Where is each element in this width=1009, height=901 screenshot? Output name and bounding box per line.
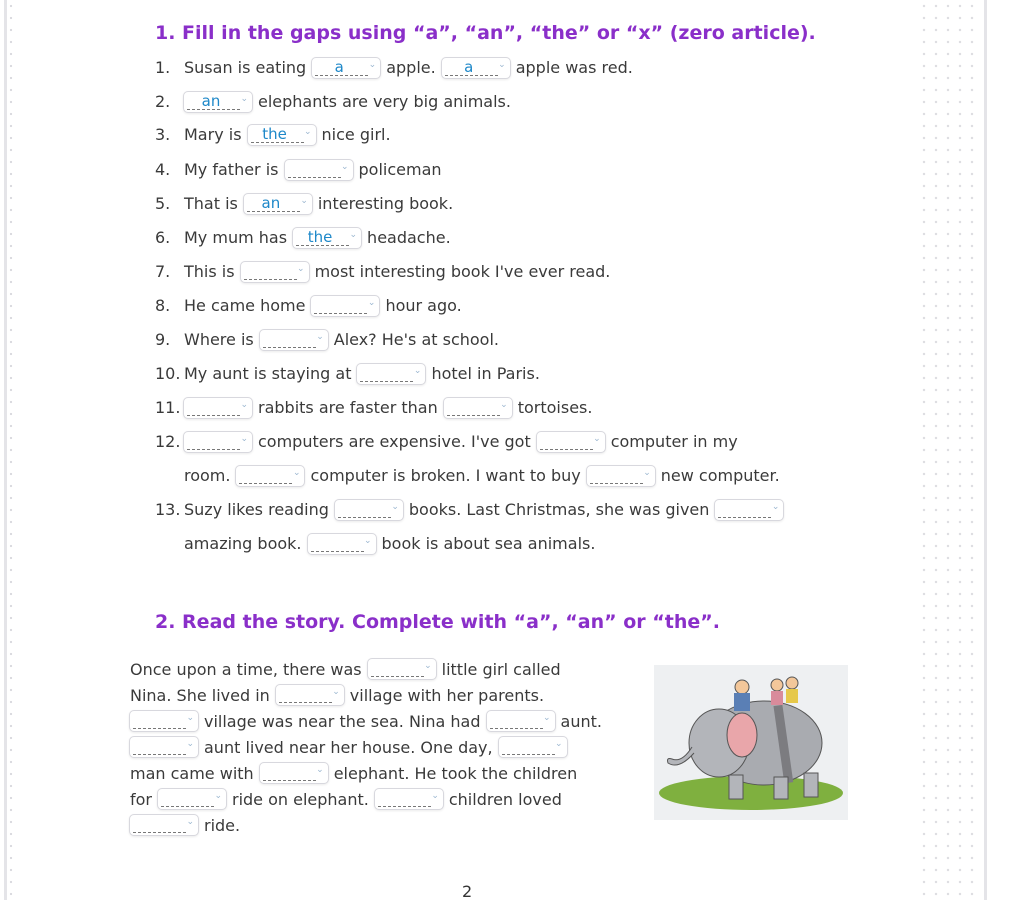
page-number: 2 bbox=[462, 882, 473, 901]
article-dropdown[interactable] bbox=[284, 159, 354, 181]
article-dropdown[interactable] bbox=[275, 684, 345, 706]
item-number: 6. bbox=[155, 228, 171, 247]
chevron-down-icon[interactable]: ⌄ bbox=[431, 791, 439, 801]
sentence-text: apple. bbox=[386, 58, 436, 77]
item-number: 3. bbox=[155, 125, 171, 144]
chevron-down-icon[interactable]: ⌄ bbox=[186, 817, 194, 827]
article-dropdown[interactable] bbox=[586, 465, 656, 487]
chevron-down-icon[interactable]: ⌄ bbox=[303, 127, 312, 137]
chevron-down-icon[interactable]: ⌄ bbox=[186, 739, 194, 749]
article-dropdown[interactable] bbox=[356, 363, 426, 385]
sentence-text: policeman bbox=[358, 160, 442, 179]
chevron-down-icon[interactable]: ⌄ bbox=[413, 366, 422, 376]
sentence-text: books. Last Christmas, she was given bbox=[408, 500, 710, 519]
article-dropdown[interactable] bbox=[240, 261, 310, 283]
story-text: Once upon a time, there was bbox=[130, 659, 362, 679]
sentence-text: rabbits are faster than bbox=[258, 398, 438, 417]
sentence-text: Susan is eating bbox=[184, 58, 307, 77]
article-dropdown[interactable] bbox=[714, 499, 784, 521]
exercise-item bbox=[155, 159, 445, 181]
story-text: little girl called bbox=[441, 659, 561, 679]
sentence-text: hour ago. bbox=[385, 296, 462, 315]
exercise-item bbox=[155, 227, 454, 249]
sentence-text: My father is bbox=[184, 160, 279, 179]
article-dropdown[interactable] bbox=[129, 710, 199, 732]
item-number: 12. bbox=[155, 432, 181, 451]
chevron-down-icon[interactable]: ⌄ bbox=[240, 94, 248, 104]
article-dropdown[interactable] bbox=[441, 57, 511, 79]
exercise1-title: 1. Fill in the gaps using “a”, “an”, “the” or “x” (zero article). bbox=[155, 22, 816, 44]
story-text: village with her parents. bbox=[349, 685, 545, 705]
story-text: ride. bbox=[204, 815, 241, 835]
story-line bbox=[127, 762, 580, 784]
item-number: 7. bbox=[155, 262, 171, 281]
story-line bbox=[127, 814, 243, 836]
article-dropdown[interactable] bbox=[307, 533, 377, 555]
chevron-down-icon[interactable]: ⌄ bbox=[391, 502, 399, 512]
sentence-text: nice girl. bbox=[321, 125, 391, 144]
article-dropdown[interactable] bbox=[157, 788, 227, 810]
sentence-text: Where is bbox=[184, 330, 254, 349]
chevron-down-icon[interactable]: ⌄ bbox=[368, 60, 377, 70]
article-dropdown[interactable] bbox=[367, 658, 437, 680]
story-text: for bbox=[130, 789, 152, 809]
article-dropdown[interactable] bbox=[334, 499, 404, 521]
chevron-down-icon[interactable]: ⌄ bbox=[555, 739, 563, 749]
sentence-text: Suzy likes reading bbox=[184, 500, 329, 519]
story-text: aunt lived near her house. One day, bbox=[204, 737, 493, 757]
sentence-text: new computer. bbox=[660, 466, 780, 485]
article-dropdown[interactable] bbox=[498, 736, 568, 758]
chevron-down-icon[interactable]: ⌄ bbox=[292, 468, 301, 478]
item-number: 5. bbox=[155, 194, 171, 213]
chevron-down-icon[interactable]: ⌄ bbox=[593, 434, 601, 444]
article-dropdown[interactable] bbox=[235, 465, 305, 487]
sentence-text: apple was red. bbox=[515, 58, 633, 77]
sentence-text: Alex? He's at school. bbox=[333, 330, 499, 349]
chevron-down-icon[interactable]: ⌄ bbox=[424, 661, 432, 671]
chevron-down-icon[interactable]: ⌄ bbox=[498, 60, 506, 70]
item-number: 13. bbox=[155, 500, 181, 519]
item-number: 11. bbox=[155, 398, 181, 417]
chevron-down-icon[interactable]: ⌄ bbox=[316, 332, 324, 342]
article-dropdown[interactable] bbox=[486, 710, 556, 732]
dropdown-selected-value: the bbox=[307, 228, 333, 246]
story-line bbox=[127, 736, 570, 758]
exercise-item bbox=[155, 431, 741, 453]
exercise-item bbox=[155, 91, 514, 113]
dropdown-selected-value: a bbox=[334, 58, 344, 76]
dropdown-selected-value: an bbox=[201, 92, 221, 110]
sentence-text: computers are expensive. I've got bbox=[258, 432, 531, 451]
story-line bbox=[127, 710, 605, 732]
sentence-text: room. bbox=[184, 466, 231, 485]
exercise-item bbox=[155, 465, 783, 487]
chevron-down-icon[interactable]: ⌄ bbox=[771, 502, 780, 512]
story-text: ride on elephant. bbox=[232, 789, 369, 809]
exercise-item bbox=[155, 397, 595, 419]
article-dropdown[interactable] bbox=[443, 397, 513, 419]
story-line bbox=[127, 658, 564, 680]
exercise-item bbox=[155, 124, 394, 146]
sentence-text: interesting book. bbox=[317, 194, 454, 213]
sentence-text: Mary is bbox=[184, 125, 242, 144]
exercise-item bbox=[155, 193, 456, 215]
story-text: village was near the sea. Nina had bbox=[204, 711, 481, 731]
sentence-text: book is about sea animals. bbox=[381, 534, 596, 553]
exercise2-title: 2. Read the story. Complete with “a”, “an” or “the”. bbox=[155, 611, 720, 633]
article-dropdown[interactable] bbox=[183, 397, 253, 419]
exercise-item bbox=[155, 57, 636, 79]
exercise-item bbox=[155, 261, 613, 283]
story-text: man came with bbox=[130, 763, 254, 783]
chevron-down-icon[interactable]: ⌄ bbox=[240, 434, 248, 444]
article-dropdown[interactable] bbox=[183, 91, 253, 113]
chevron-down-icon[interactable]: ⌄ bbox=[500, 400, 508, 410]
chevron-down-icon[interactable]: ⌄ bbox=[240, 400, 248, 410]
dropdown-selected-value: the bbox=[262, 125, 287, 143]
article-dropdown[interactable] bbox=[183, 431, 253, 453]
story-line bbox=[127, 788, 565, 810]
sentence-text: most interesting book I've ever read. bbox=[314, 262, 611, 281]
dropdown-selected-value: a bbox=[464, 58, 474, 76]
article-dropdown[interactable] bbox=[311, 57, 381, 79]
left-dot-margin bbox=[7, 0, 15, 900]
item-number: 8. bbox=[155, 296, 171, 315]
story-text: aunt. bbox=[560, 711, 602, 731]
chevron-down-icon[interactable]: ⌄ bbox=[363, 536, 372, 546]
article-dropdown[interactable] bbox=[374, 788, 444, 810]
sentence-text: amazing book. bbox=[184, 534, 302, 553]
article-dropdown[interactable] bbox=[310, 295, 380, 317]
dropdown-selected-value: an bbox=[261, 194, 281, 212]
chevron-down-icon[interactable]: ⌄ bbox=[214, 791, 222, 801]
article-dropdown[interactable] bbox=[129, 736, 199, 758]
chevron-down-icon[interactable]: ⌄ bbox=[542, 713, 551, 723]
exercise-item bbox=[155, 499, 786, 521]
sentence-text: hotel in Paris. bbox=[431, 364, 540, 383]
item-number: 1. bbox=[155, 58, 171, 77]
story-text: elephant. He took the children bbox=[333, 763, 578, 783]
sentence-text: This is bbox=[184, 262, 235, 281]
story-text: children loved bbox=[448, 789, 562, 809]
chevron-down-icon[interactable]: ⌄ bbox=[297, 264, 305, 274]
chevron-down-icon[interactable]: ⌄ bbox=[340, 162, 349, 172]
chevron-down-icon[interactable]: ⌄ bbox=[316, 765, 324, 775]
article-dropdown[interactable] bbox=[259, 762, 329, 784]
chevron-down-icon[interactable]: ⌄ bbox=[300, 196, 308, 206]
sentence-text: That is bbox=[184, 194, 238, 213]
elephant-illustration bbox=[654, 665, 848, 820]
article-dropdown[interactable] bbox=[247, 124, 317, 146]
article-dropdown[interactable] bbox=[292, 227, 362, 249]
item-number: 4. bbox=[155, 160, 171, 179]
sentence-text: tortoises. bbox=[517, 398, 593, 417]
exercise-item bbox=[155, 295, 465, 317]
story-line bbox=[127, 684, 547, 706]
article-dropdown[interactable] bbox=[129, 814, 199, 836]
sentence-text: My aunt is staying at bbox=[184, 364, 352, 383]
item-number: 9. bbox=[155, 330, 171, 349]
item-number: 2. bbox=[155, 92, 171, 111]
story-text: Nina. She lived in bbox=[130, 685, 270, 705]
exercise-item bbox=[155, 329, 502, 351]
chevron-down-icon[interactable]: ⌄ bbox=[186, 713, 194, 723]
chevron-down-icon[interactable]: ⌄ bbox=[643, 468, 651, 478]
item-number: 10. bbox=[155, 364, 181, 383]
exercise-item bbox=[155, 533, 598, 555]
article-dropdown[interactable] bbox=[536, 431, 606, 453]
exercise-item bbox=[155, 363, 543, 385]
sentence-text: computer in my bbox=[610, 432, 738, 451]
right-page-border bbox=[984, 0, 987, 900]
elephant-image-icon bbox=[654, 665, 848, 820]
sentence-text: headache. bbox=[367, 228, 451, 247]
article-dropdown[interactable] bbox=[259, 329, 329, 351]
article-dropdown[interactable] bbox=[243, 193, 313, 215]
sentence-text: My mum has bbox=[184, 228, 288, 247]
right-dot-grid bbox=[918, 0, 982, 900]
sentence-text: elephants are very big animals. bbox=[258, 92, 511, 111]
chevron-down-icon[interactable]: ⌄ bbox=[349, 230, 358, 240]
sentence-text: He came home bbox=[184, 296, 306, 315]
chevron-down-icon[interactable]: ⌄ bbox=[367, 298, 376, 308]
chevron-down-icon[interactable]: ⌄ bbox=[332, 687, 340, 697]
sentence-text: computer is broken. I want to buy bbox=[310, 466, 581, 485]
